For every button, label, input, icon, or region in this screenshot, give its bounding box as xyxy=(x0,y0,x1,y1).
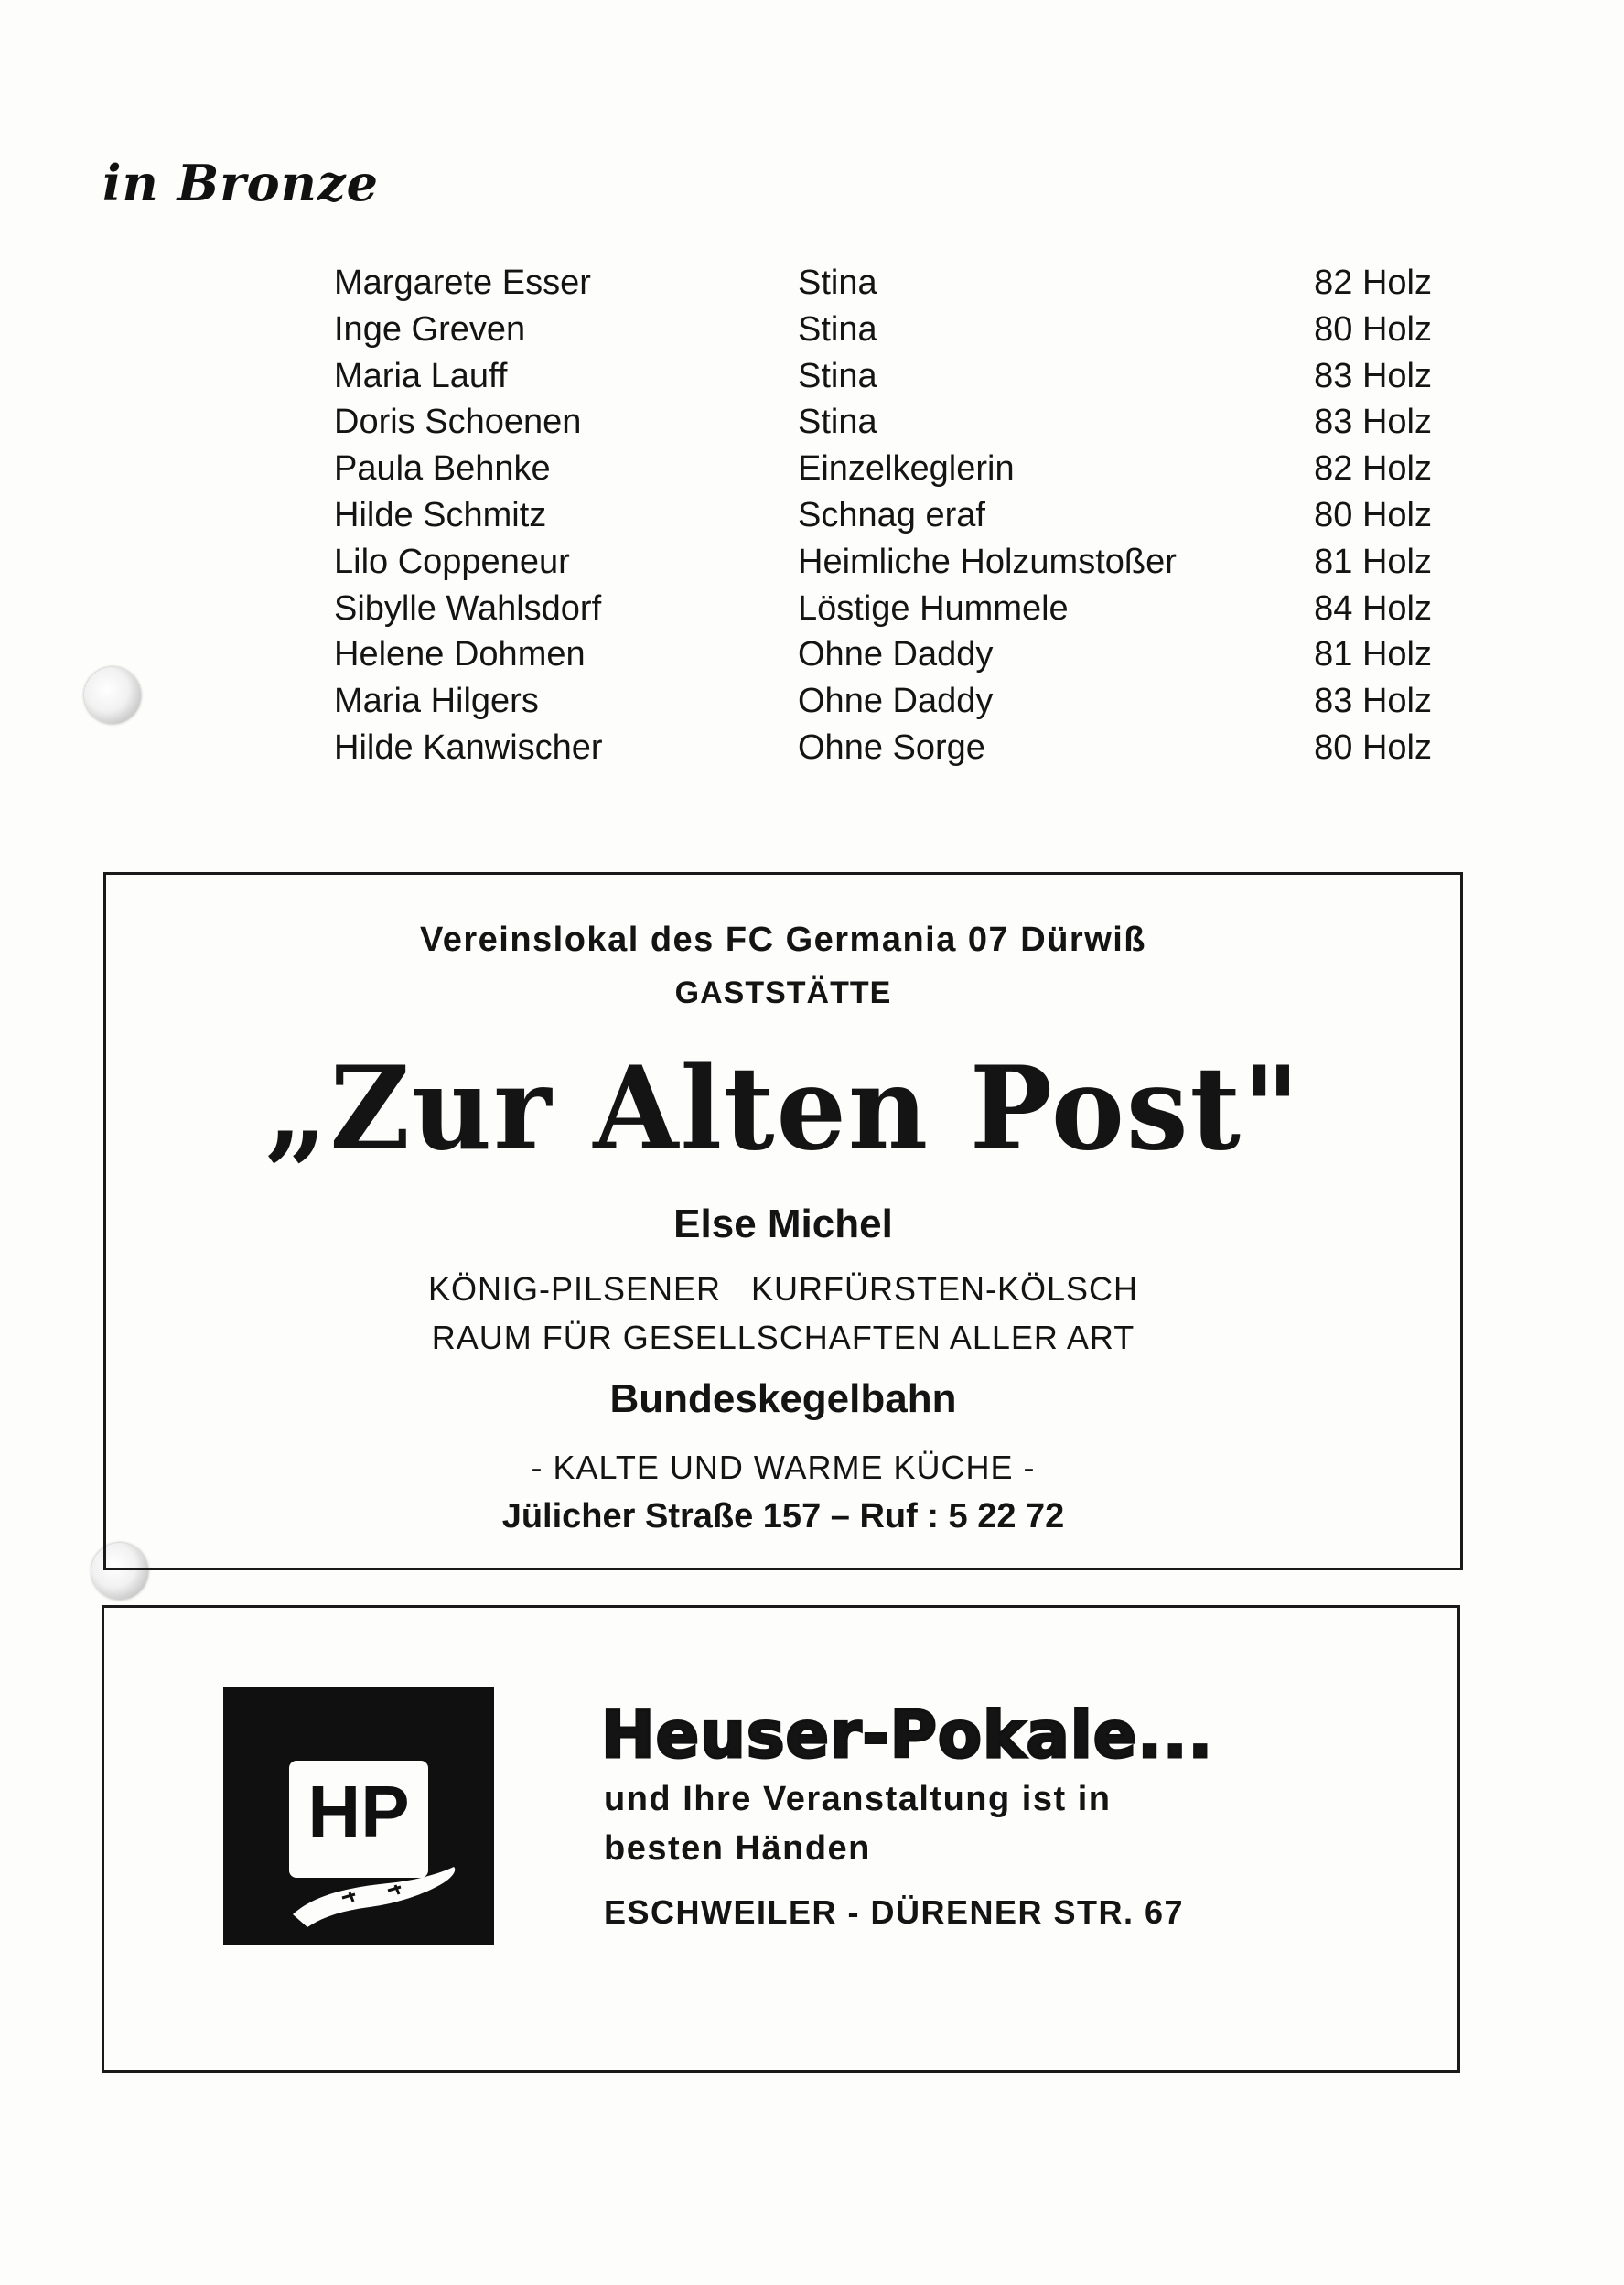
ad-post-beers: KÖNIG-PILSENER KURFÜRSTEN-KÖLSCH xyxy=(427,1270,1139,1308)
player-name: Sibylle Wahlsdorf xyxy=(334,588,602,628)
hp-logo-text: HP xyxy=(307,1771,410,1852)
player-name: Lilo Coppeneur xyxy=(334,542,570,581)
ad-heuser-pokale xyxy=(102,1605,1460,2073)
hand-icon xyxy=(287,1850,461,1933)
score-value: 82 Holz xyxy=(1314,449,1432,489)
club-name: Ohne Daddy xyxy=(798,635,994,674)
section-heading: in Bronze xyxy=(102,154,379,212)
club-name: Heimliche Holzumstoßer xyxy=(798,542,1177,581)
club-name: Ohne Daddy xyxy=(798,682,994,721)
player-name: Inge Greven xyxy=(334,309,526,349)
score-value: 80 Holz xyxy=(1314,309,1432,349)
ad-post-name: „Zur Alten Post" xyxy=(264,1040,1302,1177)
result-row xyxy=(334,586,1478,632)
result-row xyxy=(334,307,1478,353)
ad-post-address: Jülicher Straße 157 – Ruf : 5 22 72 xyxy=(501,1497,1065,1536)
club-name: Stina xyxy=(798,356,877,395)
score-value: 81 Holz xyxy=(1314,542,1432,581)
club-name: Ohne Sorge xyxy=(798,728,985,767)
ad-post-club-line: Vereinslokal des FC Germania 07 Dürwiß xyxy=(419,921,1147,959)
ad-post-kitchen: - KALTE UND WARME KÜCHE - xyxy=(531,1449,1036,1486)
punch-hole-top xyxy=(84,667,141,724)
score-value: 80 Holz xyxy=(1314,728,1432,767)
club-name: Stina xyxy=(798,403,877,442)
result-row xyxy=(334,492,1478,539)
score-value: 81 Holz xyxy=(1314,635,1432,674)
player-name: Maria Hilgers xyxy=(334,682,539,721)
result-row xyxy=(334,399,1478,446)
score-value: 83 Holz xyxy=(1314,356,1432,395)
ad-post-bowling: Bundeskegelbahn xyxy=(609,1376,957,1421)
heuser-address: ESCHWEILER - DÜRENER STR. 67 xyxy=(604,1893,1185,1931)
score-value: 83 Holz xyxy=(1314,682,1432,721)
player-name: Doris Schoenen xyxy=(334,403,582,442)
player-name: Hilde Kanwischer xyxy=(334,728,603,767)
result-row xyxy=(334,539,1478,586)
player-name: Paula Behnke xyxy=(334,449,551,489)
score-value: 80 Holz xyxy=(1314,495,1432,534)
club-name: Einzelkeglerin xyxy=(798,449,1015,489)
heuser-line-1: und Ihre Veranstaltung ist in xyxy=(604,1780,1112,1818)
result-row xyxy=(334,725,1478,771)
ad-zur-alten-post xyxy=(103,872,1463,1570)
player-name: Margarete Esser xyxy=(334,264,591,302)
result-row xyxy=(334,446,1478,492)
score-value: 83 Holz xyxy=(1314,403,1432,442)
heuser-line-2: besten Händen xyxy=(604,1829,871,1868)
score-value: 84 Holz xyxy=(1314,588,1432,628)
player-name: Helene Dohmen xyxy=(334,635,586,674)
score-value: 82 Holz xyxy=(1314,264,1432,302)
result-row xyxy=(334,678,1478,725)
club-name: Schnag eraf xyxy=(798,495,985,534)
club-name: Stina xyxy=(798,309,877,349)
club-name: Löstige Hummele xyxy=(798,588,1069,628)
results-list xyxy=(334,260,1478,771)
result-row xyxy=(334,353,1478,400)
ad-post-owner: Else Michel xyxy=(673,1202,893,1246)
ad-post-type: GASTSTÄTTE xyxy=(674,975,892,1010)
ad-post-rooms: RAUM FÜR GESELLSCHAFTEN ALLER ART xyxy=(431,1319,1135,1356)
result-row xyxy=(334,260,1478,307)
hp-logo xyxy=(223,1687,494,1945)
result-row xyxy=(334,631,1478,678)
heuser-title: Heuser-Pokale... xyxy=(601,1698,1214,1773)
player-name: Hilde Schmitz xyxy=(334,495,547,534)
player-name: Maria Lauff xyxy=(334,356,508,395)
club-name: Stina xyxy=(798,264,877,302)
